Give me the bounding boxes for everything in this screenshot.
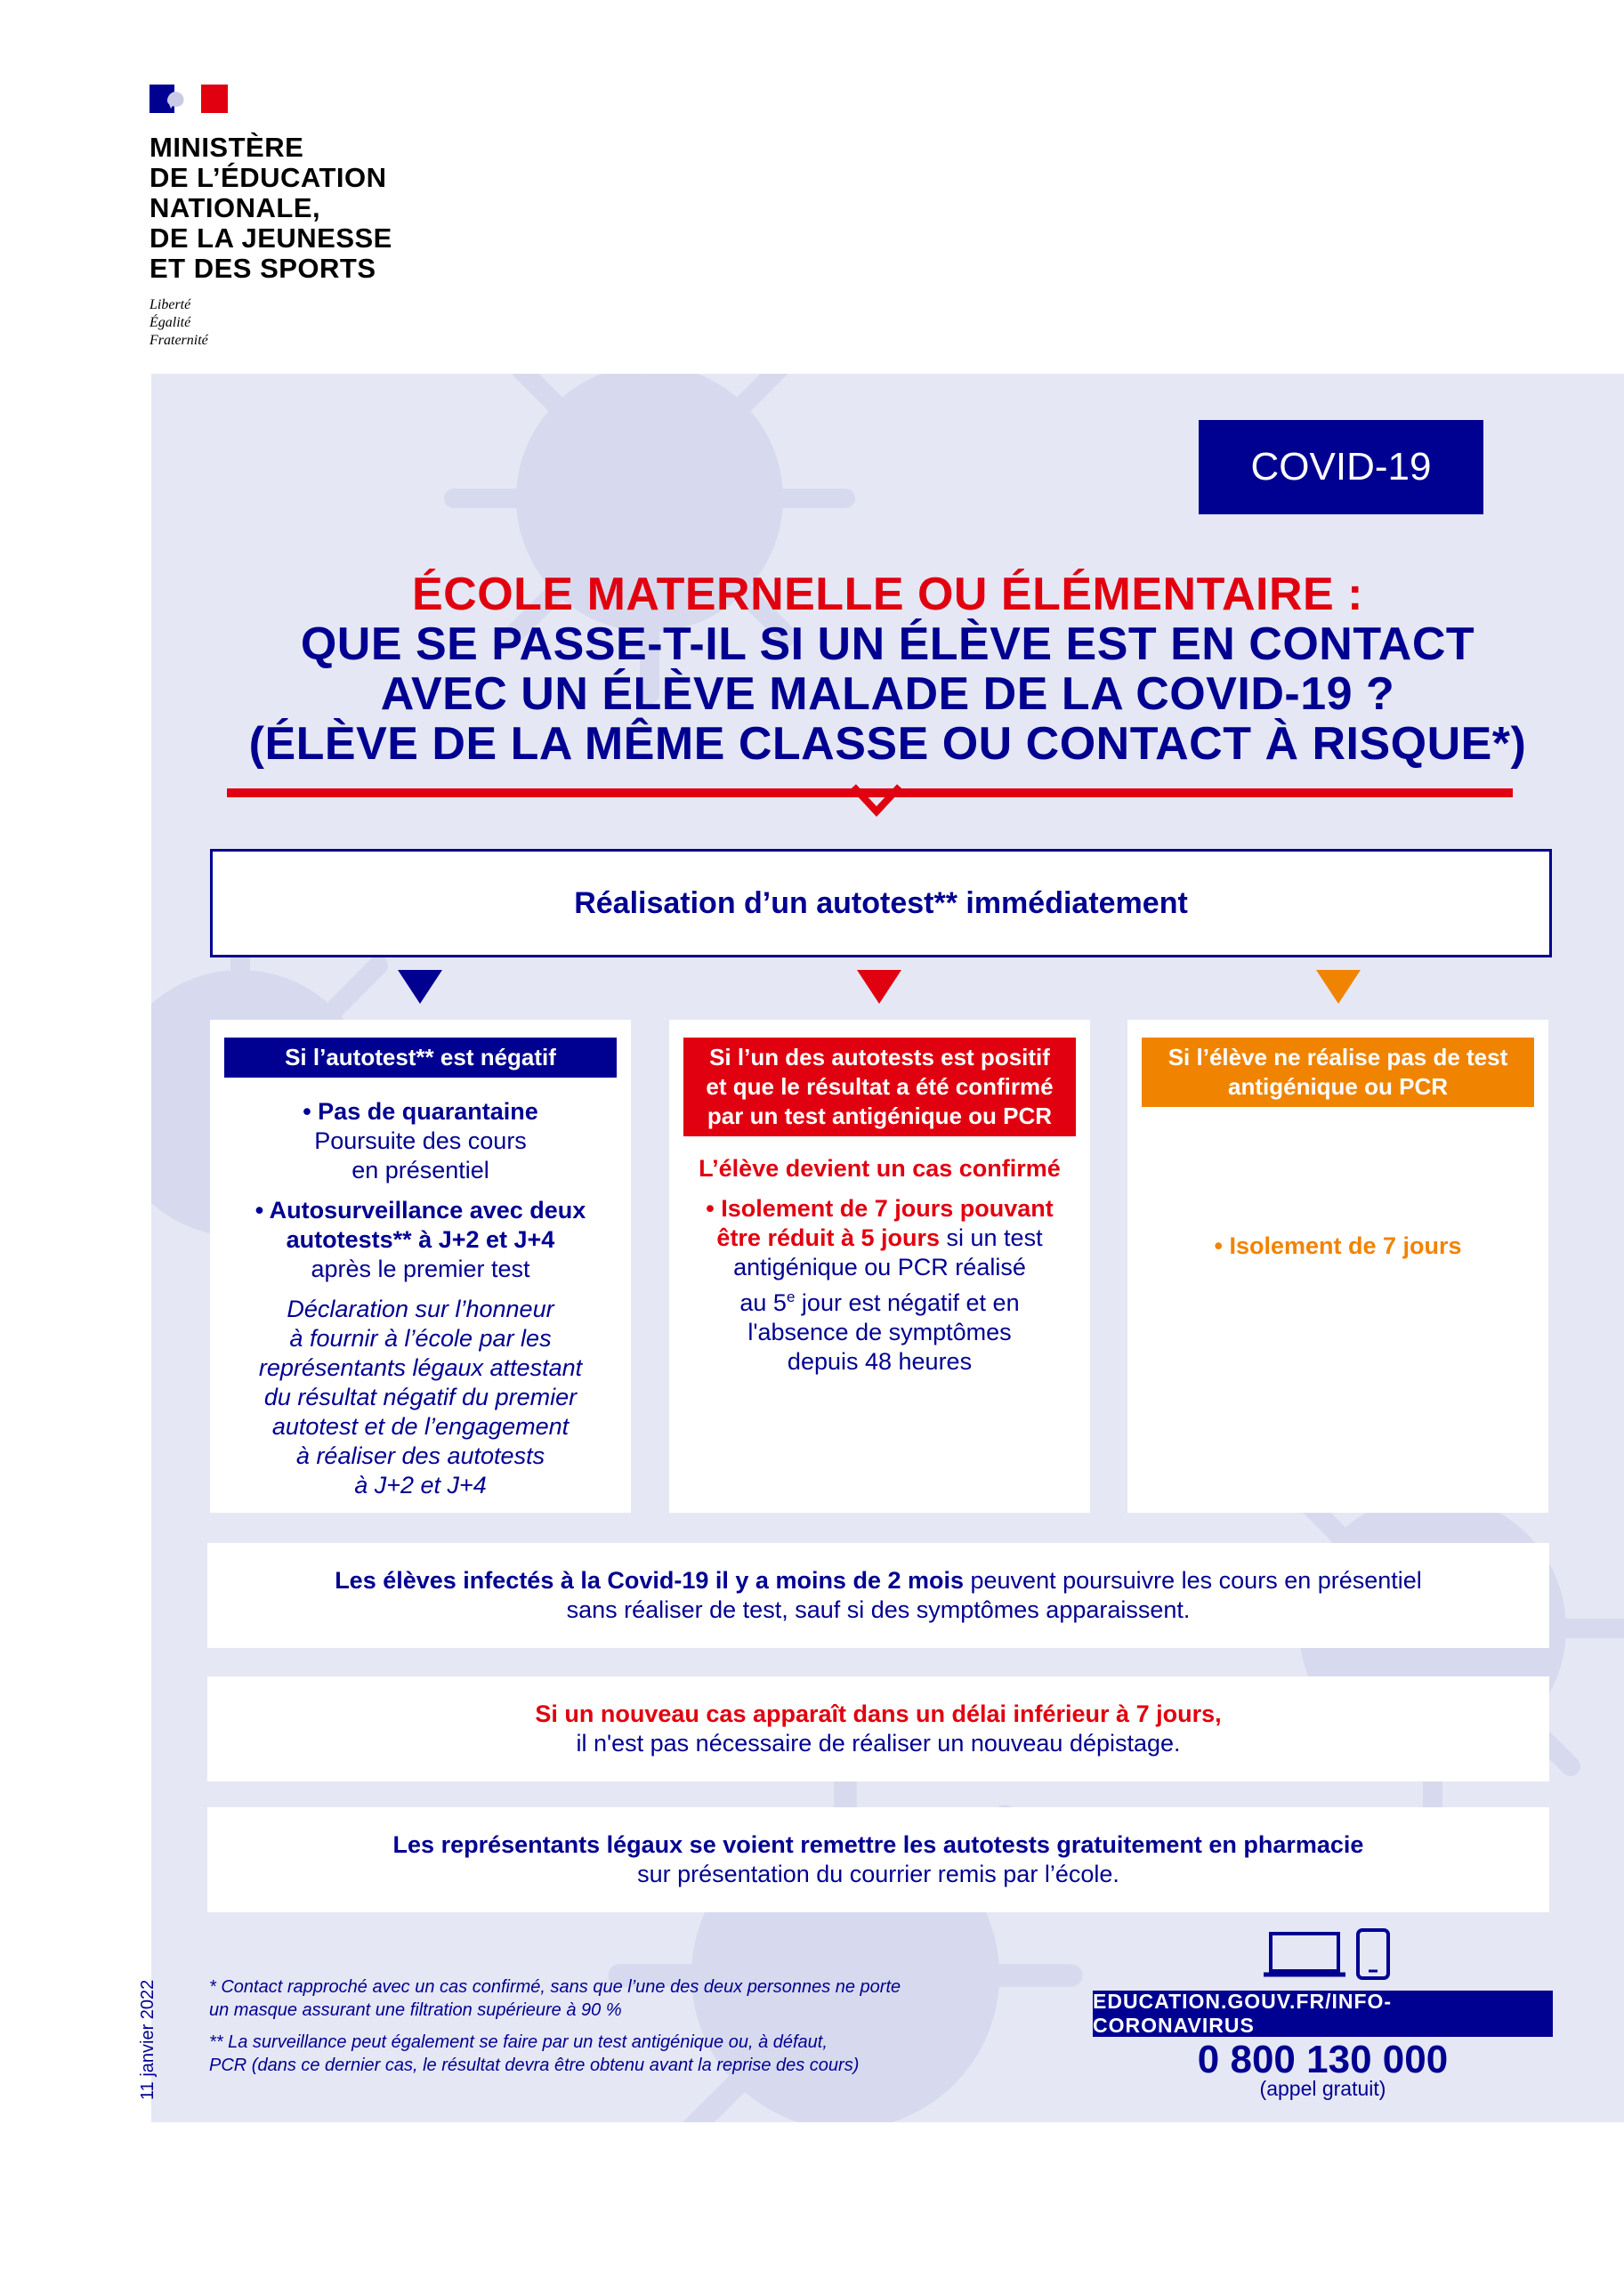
- ministry-logo: [149, 85, 434, 350]
- republic-motto: Liberté Égalité Fraternité: [149, 297, 208, 348]
- card-header: Si l’élève ne réalise pas de test antigénique ou PCR: [1142, 1038, 1534, 1107]
- phone-number: 0 800 130 000: [1197, 2038, 1449, 2081]
- info-box-free-autotests: Les représentants légaux se voient remettre les autotests gratuitement en pharmacie sur présentation du courrier remis par l’école.: [207, 1807, 1549, 1912]
- republic-flag-icon: [149, 85, 228, 113]
- arrow-down-icon: [1316, 970, 1361, 1006]
- card-body: • Isolement de 7 jours: [1214, 1232, 1462, 1259]
- marianne-icon: [162, 90, 189, 109]
- phone-note: (appel gratuit): [1259, 2077, 1386, 2100]
- arrow-down-icon: [398, 970, 442, 1006]
- website-link[interactable]: EDUCATION.GOUV.FR/INFO-CORONAVIRUS: [1093, 1991, 1553, 2037]
- card-body: • Pas de quarantaine Poursuite des cours en présentiel • Autosurveillance avec deux autotests** à J+2 et J+4 après le premier test Déclaration sur l’honneur à fournir à l’école par les représentants légaux attestant du résultat négatif du premier autotest et de l’engagement à réaliser des autotests à J+2 et J+4: [255, 1098, 586, 1498]
- info-box-new-case: Si un nouveau cas apparaît dans un délai inférieur à 7 jours, il n'est pas nécessaire de réaliser un nouveau dépistage.: [207, 1676, 1549, 1781]
- no-test-card: [1127, 1020, 1548, 1513]
- autotest-banner: Réalisation d’un autotest** immédiatement: [210, 849, 1552, 957]
- ministry-name: MINISTÈRE DE L’ÉDUCATION NATIONALE, DE LA JEUNESSE ET DES SPORTS: [149, 132, 392, 284]
- negative-autotest-card: [210, 1020, 631, 1513]
- card-header: Si l’un des autotests est positif et que le résultat a été confirmé par un test antigénique ou PCR: [683, 1038, 1076, 1136]
- info-box-recent-infection: Les élèves infectés à la Covid-19 il y a moins de 2 mois peuvent poursuivre les cours en présentiel sans réaliser de test, sauf si des symptômes apparaissent.: [207, 1543, 1549, 1648]
- covid-tag: COVID-19: [1199, 420, 1483, 514]
- positive-autotest-card: [669, 1020, 1090, 1513]
- arrow-down-icon: [857, 970, 901, 1006]
- page-title: ÉCOLE MATERNELLE OU ÉLÉMENTAIRE : QUE SE PASSE-T-IL SI UN ÉLÈVE EST EN CONTACT AVEC UN ÉLÈVE MALADE DE LA COVID-19 ? (ÉLÈVE DE LA MÊME CLASSE OU CONTACT À RISQUE*): [248, 569, 1527, 770]
- card-header: Si l’autotest** est négatif: [224, 1038, 617, 1078]
- laptop-phone-icon: [1264, 1927, 1397, 1980]
- title-notch-icon: [850, 783, 903, 819]
- card-body: L’élève devient un cas confirmé • Isolement de 7 jours pouvant être réduit à 5 jours si un test antigénique ou PCR réalisé au 5e jour est négatif et en l'absence de symptômes depuis 48 heures: [699, 1155, 1061, 1375]
- publication-date: 11 janvier 2022: [138, 1979, 158, 2100]
- footnotes: * Contact rapproché avec un cas confirmé, sans que l’une des deux personnes ne porte un masque assurant une filtration supérieure à 90 % ** La surveillance peut également se faire par un test antigénique ou, à défaut, PCR (dans ce dernier cas, le résultat devra être obtenu avant la reprise des cours): [209, 1977, 901, 2075]
